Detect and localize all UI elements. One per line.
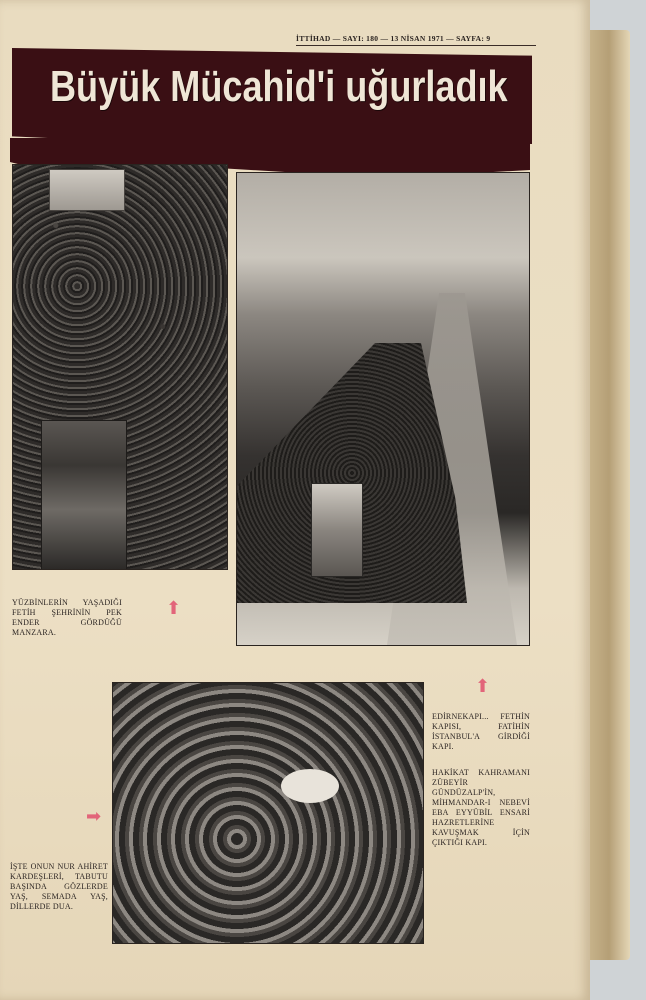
headline-title: Büyük Mücahid'i uğurladık	[50, 62, 508, 111]
caption-right-hakikat: HAKİKAT KAHRAMANI ZÜBEYİR GÜNDÜZALP'İN, MİHMANDAR-I NEBEVİ EBA EYYÜBİL ENSARİ HAZRETLERİNE KAVUŞMAK İÇİN ÇIKTIĞI KAPI.	[432, 768, 530, 847]
caption-left: YÜZBİNLERİN YAŞADIĞI FETİH ŞEHRİNİN PEK ENDER GÖRDÜĞÜ MANZARA.	[12, 598, 122, 637]
arrow-up-icon: ⬆	[475, 676, 491, 697]
caption-bottom: İŞTE ONUN NUR AHİRET KARDEŞLERİ, TABUTU BAŞINDA GÖZLERDE YAŞ, SEMADA YAŞ, DİLLERDE DUA.	[10, 862, 108, 911]
arrow-up-icon: ⬆	[166, 598, 182, 619]
arrow-right-icon: ➡	[86, 806, 102, 827]
crowd-photo-left	[12, 164, 228, 570]
issue-header: İTTİHAD — SAYI: 180 — 13 NİSAN 1971 — SAYFA: 9	[296, 34, 536, 46]
procession-photo-right	[236, 172, 530, 646]
bus-in-photo	[49, 169, 125, 211]
mourners-photo-bottom	[112, 682, 424, 944]
hearse-vehicle	[41, 420, 127, 570]
car-in-photo	[311, 483, 363, 577]
turban-in-photo	[281, 769, 339, 803]
caption-right-edirnekapi: EDİRNEKAPI... FETHİN KAPISI, FATİHİN İSTANBUL'A GİRDİĞİ KAPI.	[432, 712, 530, 751]
